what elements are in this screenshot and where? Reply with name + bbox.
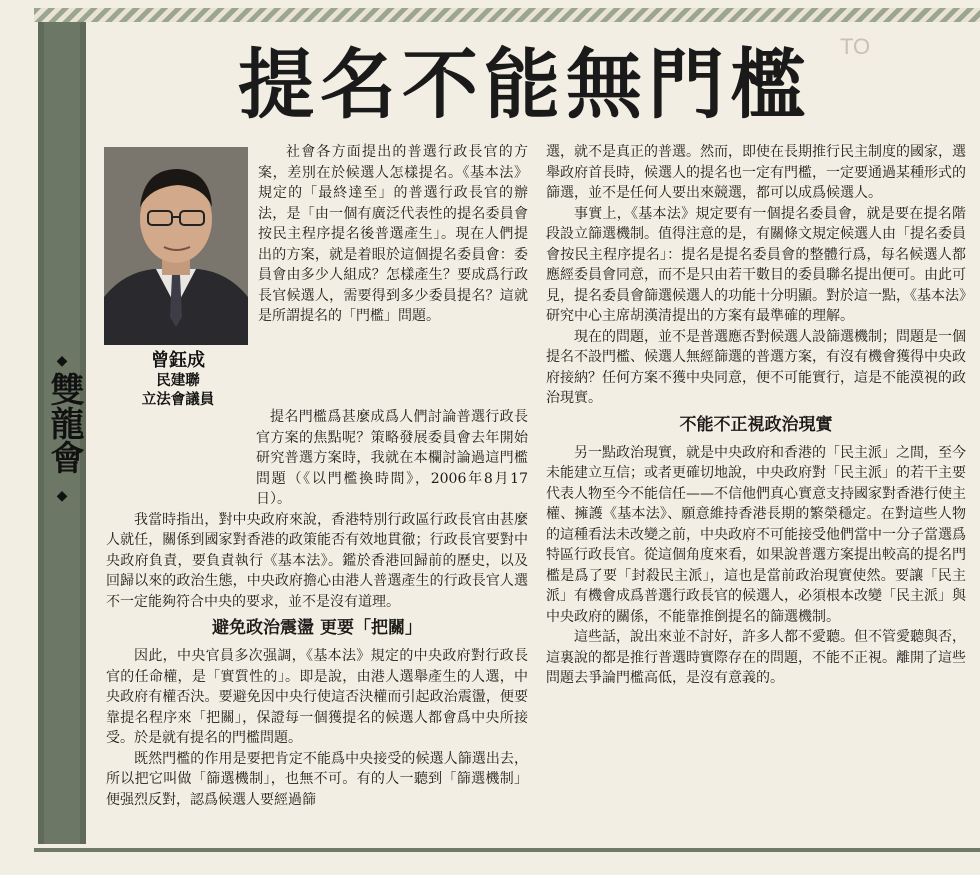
column-name-label [42, 350, 82, 507]
author-title: 立法會議員 [141, 392, 215, 408]
column-name: 雙龍會 [44, 372, 84, 474]
author-portrait-illustration [104, 147, 248, 345]
author-caption [104, 350, 252, 410]
paragraph: 我當時指出，對中央政府來說，香港特別行政區行政長官由甚麼人就任，關係到國家對香港的政策能否有效地貫徹；行政長官要對中央政府負責，要負責執行《基本法》。鑑於香港回歸前的歷史，以及回歸以來的政治生態，中央政府擔心由港人普選產生的行政長官人選不一定能夠符合中央的要求，並不是沒有道理。 [106, 511, 528, 610]
headline: 提名不能無門檻 [238, 40, 812, 129]
subheading: 不能不正視政治現實 [679, 414, 833, 435]
author-name: 曾鈺成 [151, 350, 205, 371]
bottom-rule [34, 848, 980, 852]
paragraph: 社會各方面提出的普選行政長官的方案，差別在於候選人怎樣提名。《基本法》規定的「最終達至」的普選行政長官的辦法，是「由一個有廣泛代表性的提名委員會按民主程序提名後普選產生」。現在人們提出的方案，就是着眼於這個提名委員會：委員會由多少人組成？怎樣產生？要成爲行政長官候選人，需要得到多少委員提名？這就是所謂提名的「門檻」問題。 [258, 144, 528, 324]
column1-top-block [258, 142, 528, 327]
paragraph: 因此，中央官員多次强調，《基本法》規定的中央政府對行政長官的任命權，是「實質性的」。即是說，由港人選舉產生的人選，中央政府有權否決。要避免因中央行使這否決權而引起政治震盪，便要靠提名程序來「把關」，保證每一個獲提名的候選人都會爲中央所接受。於是就有提名的門檻問題。 [106, 648, 528, 746]
paragraph: 另一點政治現實，就是中央政府和香港的「民主派」之間，至今未能建立互信；或者更確切地說，中央政府對「民主派」的若干主要代表人物至今不能信任——不信他們真心實意支持國家對香港行使主權、擁護《基本法》、願意維持香港長期的繁榮穩定。在對這些人物的這種看法未改變之前，中央政府不可能接受他們當中一分子當選爲特區行政長官。從這個角度來看，如果說普選方案提出較高的提名門檻是爲了要「封殺民主派」，這也是當前政治現實使然。要讓「民主派」有機會成爲普選行政長官的候選人，必須根本改變「民主派」與中央政府的關係，不能靠推倒提名的篩選機制。 [546, 444, 966, 625]
paragraph: 既然門檻的作用是要把肯定不能爲中央接受的候選人篩選出去，所以把它叫做「篩選機制」，也無不可。有的人一聽到「篩選機制」便强烈反對，認爲候選人要經過篩 [106, 750, 528, 808]
paragraph: 提名門檻爲甚麼成爲人們討論普選行政長官方案的焦點呢？策略發展委員會去年開始研究普選方案時，我就在本欄討論過這門檻問題（《以門檻換時間》，2006年8月17日）。 [256, 409, 528, 507]
subheading: 避免政治震盪 更要「把關」 [212, 618, 422, 638]
diamond-icon: ◆ [56, 488, 68, 504]
column2-block [546, 142, 966, 689]
adjacent-page-bleed: TO [840, 34, 871, 59]
paragraph: 這些話，說出來並不討好，許多人都不愛聽。但不管愛聽與否，這裏說的都是推行普選時實際存在的問題，不能不正視。離開了這些問題去爭論門檻高低，是沒有意義的。 [546, 629, 966, 686]
paragraph: 事實上，《基本法》規定要有一個提名委員會，就是要在提名階段設立篩選機制。值得注意的是，有關條文規定候選人由「提名委員會按民主程序提名」：提名是提名委員會的整體行爲，每名候選人都應經委員會同意，而不是只由若干數目的委員聯名提出便可。由此可見，提名委員會篩選候選人的功能十分明顯。對於這一點，《基本法》研究中心主席胡漢清提出的方案有最準確的理解。 [546, 205, 966, 324]
paragraph: 現在的問題，並不是普選應否對候選人設篩選機制；問題是一個提名不設門檻、候選人無經篩選的普選方案，有沒有機會獲得中央政府接納？任何方案不獲中央同意，便不可能實行，這是不能漠視的政治現實。 [546, 328, 966, 406]
column1-main-block [106, 407, 528, 810]
paragraph: 選，就不是真正的普選。然而，即使在長期推行民主制度的國家，選舉政府首長時，候選人的提名也一定有門檻，一定要通過某種形式的篩選，並不是任何人要出來競選，都可以成爲候選人。 [546, 144, 966, 201]
diamond-icon: ◆ [56, 353, 68, 369]
author-photo [104, 147, 248, 345]
decorative-top-border [34, 8, 980, 22]
author-party: 民建聯 [156, 373, 200, 389]
